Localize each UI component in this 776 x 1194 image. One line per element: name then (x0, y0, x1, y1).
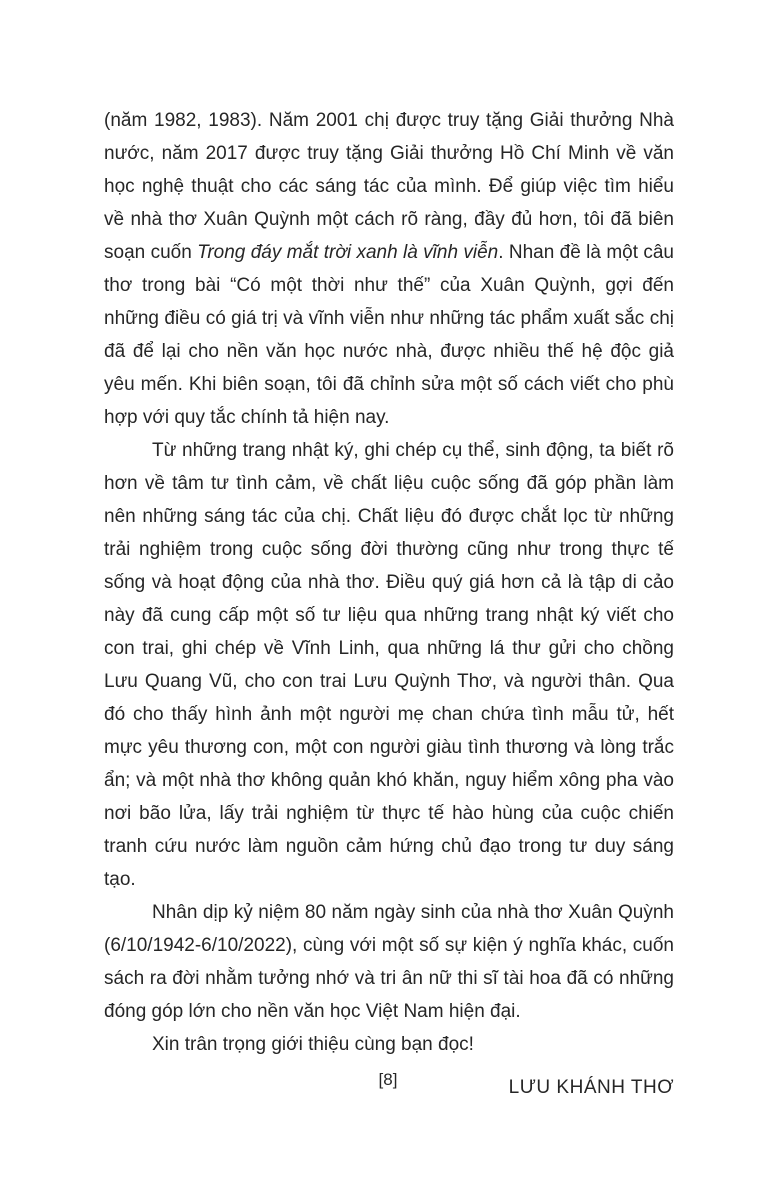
paragraph-intro (104, 104, 674, 434)
paragraph-intro-part2: . Nhan đề là một câu thơ trong bài “Có một thời như thế” của Xuân Quỳnh, gợi đến những điều có giá trị và vĩnh viễn như những tác phẩm xuất sắc chị đã để lại cho nền văn học nước nhà, được nhiều thế hệ độc giả yêu mến. Khi biên soạn, tôi đã chỉnh sửa một số cách viết cho phù hợp với quy tắc chính tả hiện nay. (104, 242, 675, 428)
book-title-italic: Trong đáy mắt trời xanh là vĩnh viễn (197, 242, 499, 263)
author-signature: LƯU KHÁNH THƠ (508, 1077, 674, 1098)
paragraph-diary-material: Từ những trang nhật ký, ghi chép cụ thể, sinh động, ta biết rõ hơn về tâm tư tình cảm, về chất liệu cuộc sống đã góp phần làm nên những sáng tác của chị. Chất liệu đó được chắt lọc từ những trải nghiệm trong cuộc sống đời thường cũng như trong thực tế sống và hoạt động của nhà thơ. Điều quý giá hơn cả là tập di cảo này đã cung cấp một số tư liệu qua những trang nhật ký viết cho con trai, ghi chép về Vĩnh Linh, qua những lá thư gửi cho chồng Lưu Quang Vũ, cho con trai Lưu Quỳnh Thơ, và người thân. Qua đó cho thấy hình ảnh một người mẹ chan chứa tình mẫu tử, hết mực yêu thương con, một con người giàu tình thương và lòng trắc ẩn; và một nhà thơ không quản khó khăn, nguy hiểm xông pha vào nơi bão lửa, lấy trải nghiệm từ thực tế hào hùng của cuộc chiến tranh cứu nước làm nguồn cảm hứng chủ đạo trong tư duy sáng tạo. (104, 440, 674, 890)
page-body-text (104, 104, 674, 1104)
paragraph-anniversary: Nhân dịp kỷ niệm 80 năm ngày sinh của nhà thơ Xuân Quỳnh (6/10/1942-6/10/2022), cùng với một số sự kiện ý nghĩa khác, cuốn sách ra đời nhằm tưởng nhớ và tri ân nữ thi sĩ tài hoa đã có những đóng góp lớn cho nền văn học Việt Nam hiện đại. (104, 902, 674, 1022)
page-number: [8] (378, 1070, 398, 1089)
paragraph-closing: Xin trân trọng giới thiệu cùng bạn đọc! (152, 1034, 474, 1055)
paragraph-intro-part1: (năm 1982, 1983). Năm 2001 chị được truy tặng Giải thưởng Nhà nước, năm 2017 được truy tặng Giải thưởng Hồ Chí Minh về văn học nghệ thuật cho các sáng tác của mình. Để giúp việc tìm hiểu về nhà thơ Xuân Quỳnh một cách rõ ràng, đầy đủ hơn, tôi đã biên soạn cuốn (104, 110, 674, 263)
